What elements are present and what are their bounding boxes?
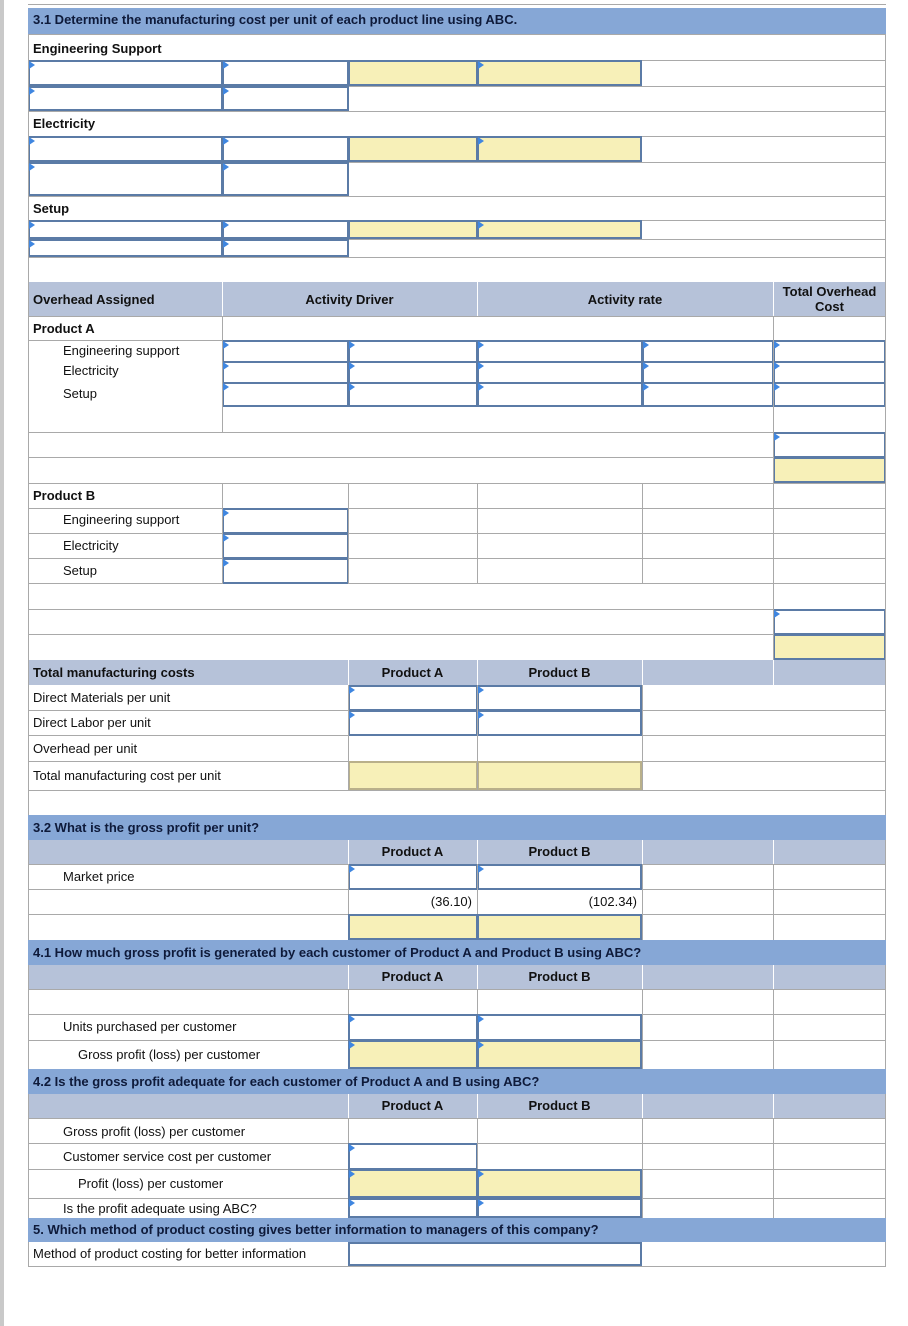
activity-engineering-label: Engineering Support: [33, 41, 162, 56]
grid-line: [885, 660, 886, 815]
grid-line: [28, 1266, 886, 1267]
grid-line: [28, 483, 886, 484]
grid-line: [28, 196, 886, 197]
pa-total-overhead-input[interactable]: [773, 432, 886, 458]
total-cost-per-unit-label: Total manufacturing cost per unit: [33, 768, 221, 783]
activity-setup-label: Setup: [33, 201, 70, 216]
grid-line: [477, 864, 478, 914]
grid-line: [348, 864, 349, 914]
direct-materials-a-input[interactable]: [348, 685, 478, 711]
method-label: Method of product costing for better information: [33, 1246, 307, 1261]
activity-driver-header: Activity Driver: [305, 292, 394, 307]
grid-line: [773, 316, 774, 660]
grid-line: [642, 685, 643, 790]
grid-line: [28, 558, 886, 559]
grid-line: [885, 1242, 886, 1266]
pa-setup-label: Setup: [63, 386, 97, 401]
pb-electricity-driver-input[interactable]: [222, 533, 349, 559]
grid-line: [642, 483, 643, 584]
grid-line: [477, 483, 478, 584]
electricity-rate-result[interactable]: [348, 136, 478, 162]
grid-line: [773, 1094, 774, 1118]
grid-line: [885, 282, 886, 660]
grid-line: [348, 1118, 349, 1143]
direct-labor-b-input[interactable]: [477, 710, 642, 736]
grid-line: [28, 533, 886, 534]
grid-line: [28, 1118, 886, 1119]
setup-rate-unit-input[interactable]: [477, 220, 642, 239]
grid-line: [773, 840, 774, 864]
setup-driver-input-2[interactable]: [222, 239, 349, 257]
electricity-driver-input[interactable]: [222, 136, 349, 162]
grid-line: [642, 989, 643, 1069]
electricity-cost-input[interactable]: [28, 136, 223, 162]
adequacy-col-b: Product B: [528, 1098, 591, 1113]
pa-engineering-qty-input[interactable]: [348, 340, 478, 363]
pa-engineering-label: Engineering support: [63, 343, 180, 358]
product-a-label: Product A: [33, 321, 95, 336]
grid-line: [885, 840, 886, 940]
market-price-label: Market price: [63, 869, 135, 884]
grid-line: [348, 989, 349, 1014]
adequate-b-select[interactable]: [477, 1198, 642, 1218]
grid-line: [28, 508, 886, 509]
overhead-per-unit-label: Overhead per unit: [33, 741, 138, 756]
total-overhead-header-line2: Cost: [815, 299, 844, 314]
grid-line: [28, 111, 886, 112]
engineering-cost-input-2[interactable]: [28, 86, 223, 111]
method-select[interactable]: [348, 1242, 642, 1266]
units-purchased-a-input[interactable]: [348, 1014, 478, 1041]
total-overhead-header-line1: Total Overhead: [782, 284, 877, 299]
customer-gross-b-result[interactable]: [477, 1040, 642, 1069]
electricity-cost-input-2[interactable]: [28, 162, 223, 196]
grid-line: [28, 4, 886, 5]
pa-setup-driver-input[interactable]: [222, 382, 349, 407]
grid-line: [477, 1118, 478, 1169]
customer-col-a: Product A: [381, 969, 444, 984]
grid-line: [773, 965, 774, 989]
activity-rate-header: Activity rate: [587, 292, 663, 307]
direct-labor-label: Direct Labor per unit: [33, 715, 151, 730]
grid-line: [642, 1118, 643, 1218]
gross-profit-col-a: Product A: [381, 844, 444, 859]
product-b-label: Product B: [33, 488, 96, 503]
grid-line: [28, 282, 29, 660]
pa-engineering-total-input[interactable]: [773, 340, 886, 363]
pb-engineering-driver-input[interactable]: [222, 508, 349, 534]
total-cost-b-result[interactable]: [477, 761, 642, 790]
grid-line: [28, 989, 886, 990]
grid-line: [28, 583, 886, 584]
grid-line: [28, 609, 886, 610]
cost-value-b: (102.34): [588, 894, 637, 909]
pa-electricity-qty-input[interactable]: [348, 361, 478, 384]
setup-driver-input[interactable]: [222, 220, 349, 239]
units-purchased-label: Units purchased per customer: [63, 1019, 237, 1034]
pa-electricity-total-input[interactable]: [773, 361, 886, 384]
pa-electricity-driver-input[interactable]: [222, 361, 349, 384]
section-title-4-1: 4.1 How much gross profit is generated by each customer of Product A and Product B using ABC?: [33, 945, 642, 960]
gross-profit-b-result[interactable]: [477, 914, 642, 940]
cost-value-a: (36.10): [430, 894, 472, 909]
pa-engineering-driver-input[interactable]: [222, 340, 349, 363]
adequacy-gross-label: Gross profit (loss) per customer: [63, 1124, 246, 1139]
section-title-5: 5. Which method of product costing gives better information to managers of this company?: [33, 1222, 599, 1237]
manufacturing-col-b: Product B: [528, 665, 591, 680]
customer-gross-a-result[interactable]: [348, 1040, 478, 1069]
grid-line: [222, 483, 223, 584]
section-title-3-2: 3.2 What is the gross profit per unit?: [33, 820, 260, 835]
electricity-rate-unit-input[interactable]: [477, 136, 642, 162]
overhead-assigned-header: Overhead Assigned: [33, 292, 155, 307]
direct-labor-a-input[interactable]: [348, 710, 478, 736]
grid-line: [28, 257, 886, 258]
grid-line: [28, 1242, 29, 1266]
market-price-a-input[interactable]: [348, 864, 478, 890]
total-cost-a-result[interactable]: [348, 761, 478, 790]
adequacy-col-a: Product A: [381, 1098, 444, 1113]
manufacturing-col-a: Product A: [381, 665, 444, 680]
grid-line: [28, 660, 29, 815]
customer-gross-profit-label: Gross profit (loss) per customer: [78, 1047, 261, 1062]
customer-service-cost-label: Customer service cost per customer: [63, 1149, 272, 1164]
grid-line: [28, 840, 29, 940]
manufacturing-header: Total manufacturing costs: [33, 665, 195, 680]
grid-line: [773, 864, 774, 940]
engineering-rate-result[interactable]: [348, 60, 478, 86]
grid-line: [28, 34, 886, 35]
pb-setup-driver-input[interactable]: [222, 558, 349, 584]
pa-electricity-label: Electricity: [63, 363, 119, 378]
grid-line: [885, 34, 886, 282]
grid-line: [642, 965, 643, 989]
grid-line: [885, 1094, 886, 1218]
grid-line: [773, 989, 774, 1069]
grid-line: [348, 685, 349, 790]
profit-adequate-label: Is the profit adequate using ABC?: [63, 1201, 257, 1216]
pa-electricity-rate-unit-input[interactable]: [642, 361, 774, 384]
grid-line: [28, 790, 886, 791]
grid-line: [28, 457, 886, 458]
grid-line: [642, 864, 643, 940]
pb-overhead-per-unit-result[interactable]: [773, 634, 886, 660]
pa-setup-total-input[interactable]: [773, 382, 886, 407]
pb-electricity-label: Electricity: [63, 538, 119, 553]
pa-setup-qty-input[interactable]: [348, 382, 478, 407]
grid-line: [477, 989, 478, 1014]
grid-line: [222, 316, 223, 433]
electricity-driver-input-2[interactable]: [222, 162, 349, 196]
profit-a-result[interactable]: [348, 1169, 478, 1198]
service-cost-a-input[interactable]: [348, 1143, 478, 1170]
units-purchased-b-input[interactable]: [477, 1014, 642, 1041]
grid-line: [477, 685, 478, 790]
grid-line: [28, 316, 886, 317]
gross-profit-col-b: Product B: [528, 844, 591, 859]
pa-electricity-rate-input[interactable]: [477, 361, 643, 384]
setup-cost-input[interactable]: [28, 220, 223, 239]
direct-materials-label: Direct Materials per unit: [33, 690, 171, 705]
grid-line: [28, 432, 886, 433]
pa-setup-rate-input[interactable]: [477, 382, 643, 407]
engineering-rate-unit-input[interactable]: [477, 60, 642, 86]
grid-line: [773, 660, 774, 685]
grid-line: [28, 34, 29, 282]
pb-engineering-label: Engineering support: [63, 512, 180, 527]
pa-engineering-rate-unit-input[interactable]: [642, 340, 774, 363]
pb-setup-label: Setup: [63, 563, 97, 578]
grid-line: [885, 965, 886, 1069]
customer-col-b: Product B: [528, 969, 591, 984]
section-title-4-2: 4.2 Is the gross profit adequate for each customer of Product A and B using ABC?: [33, 1074, 540, 1089]
grid-line: [28, 634, 886, 635]
grid-line: [642, 1094, 643, 1118]
grid-line: [773, 1118, 774, 1218]
setup-cost-input-2[interactable]: [28, 239, 223, 257]
grid-line: [28, 965, 29, 1069]
section-title-3-1: 3.1 Determine the manufacturing cost per unit of each product line using ABC.: [33, 12, 518, 27]
pa-overhead-per-unit-result[interactable]: [773, 457, 886, 483]
pb-total-overhead-input[interactable]: [773, 609, 886, 635]
pa-engineering-rate-input[interactable]: [477, 340, 643, 363]
setup-rate-result[interactable]: [348, 220, 478, 239]
grid-line: [642, 660, 643, 685]
activity-electricity-label: Electricity: [33, 116, 96, 131]
gross-profit-a-result[interactable]: [348, 914, 478, 940]
profit-b-result[interactable]: [477, 1169, 642, 1198]
adequate-a-select[interactable]: [348, 1198, 478, 1218]
market-price-b-input[interactable]: [477, 864, 642, 890]
profit-per-customer-label: Profit (loss) per customer: [78, 1176, 224, 1191]
grid-line: [642, 840, 643, 864]
engineering-cost-input[interactable]: [28, 60, 223, 86]
pa-setup-rate-unit-input[interactable]: [642, 382, 774, 407]
grid-line: [348, 483, 349, 584]
left-edge: [0, 0, 4, 1326]
direct-materials-b-input[interactable]: [477, 685, 642, 711]
engineering-driver-input[interactable]: [222, 60, 349, 86]
grid-line: [28, 1094, 29, 1218]
engineering-driver-input-2[interactable]: [222, 86, 349, 111]
